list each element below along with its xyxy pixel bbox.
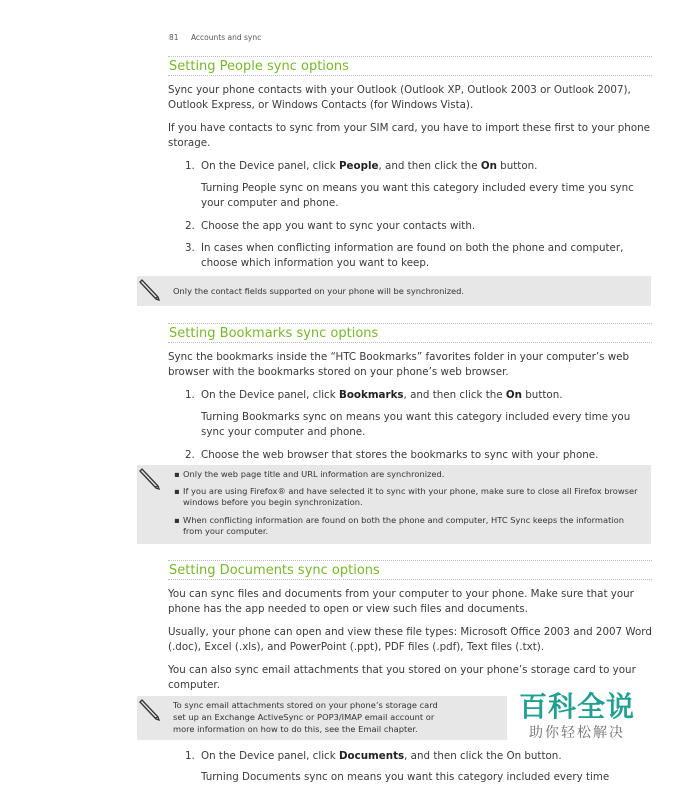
documents-step-1-detail: Turning Documents sync on means you want this category included every time — [201, 771, 610, 783]
pen-note-icon — [137, 698, 163, 724]
note-line: To sync email attachments stored on your phone’s storage card — [173, 700, 438, 710]
paragraph: You can also sync email attachments that you stored on your phone’s storage card to your computer. — [168, 664, 636, 691]
step-number: 1. — [185, 389, 195, 401]
step-text: Choose the web browser that stores the bookmarks to sync with your phone. — [201, 449, 599, 461]
documents-note-box — [137, 696, 507, 740]
people-intro — [168, 83, 652, 113]
note-bullet: ▪ Only the web page title and URL information are synchronized. — [174, 469, 445, 479]
step-text: On the Device panel, click Bookmarks, and then click the On button. — [201, 389, 563, 401]
note-line: set up an Exchange ActiveSync or POP3/IMAP email account or — [173, 712, 435, 722]
people-sim-note — [168, 121, 652, 151]
documents-intro — [168, 587, 652, 617]
people-note-box — [137, 276, 651, 306]
page-number: 81 — [169, 33, 179, 42]
chapter-title: Accounts and sync — [190, 33, 262, 42]
documents-attachments — [168, 663, 652, 693]
bookmarks-step-1-detail: Turning Bookmarks sync on means you want this category included every time you sync your computer and phone. — [201, 411, 631, 438]
step-number: 1. — [185, 160, 195, 172]
step-number: 3. — [185, 242, 195, 254]
bookmarks-section-heading — [168, 323, 652, 343]
note-bullet: ▪ When conflicting information are found on both the phone and computer, HTC Sync keeps the information from your computer. — [174, 515, 624, 536]
paragraph: If you have contacts to sync from your SIM card, you have to import these first to your phone storage. — [168, 122, 650, 149]
paragraph: Sync the bookmarks inside the “HTC Bookmarks” favorites folder in your computer’s web browser with the bookmarks stored on your phone’s web browser. — [168, 351, 630, 378]
watermark-title: 百科全说 — [518, 690, 635, 723]
step-number: 1. — [185, 750, 195, 762]
section-title: Setting People sync options — [168, 56, 652, 76]
bookmarks-note-box — [137, 465, 651, 544]
watermark-subtitle: 助你轻松解决 — [529, 725, 625, 741]
step-text: Choose the app you want to sync your contacts with. — [201, 220, 476, 232]
paragraph: You can sync files and documents from your computer to your phone. Make sure that your phone has the app needed to open or view such files and documents. — [168, 588, 634, 615]
note-text: Only the contact fields supported on your phone will be synchronized. — [173, 286, 465, 296]
watermark — [512, 690, 642, 742]
step-text: On the Device panel, click People, and then click the On button. — [201, 160, 538, 172]
section-title: Setting Documents sync options — [168, 560, 652, 580]
documents-file-types — [168, 625, 652, 655]
note-bullet: ▪ If you are using Firefox® and have selected it to sync with your phone, make sure to close all Firefox browser windows before you begin synchronization. — [174, 486, 638, 507]
pen-note-icon — [137, 467, 163, 493]
step-number: 2. — [185, 449, 195, 461]
step-text: On the Device panel, click Documents, and then click the On button. — [201, 750, 562, 762]
people-section-heading — [168, 56, 652, 76]
documents-section-heading — [168, 560, 652, 580]
step-text: In cases when conflicting information are found on both the phone and computer, choose which information you want to keep. — [201, 242, 624, 269]
paragraph: Usually, your phone can open and view these file types: Microsoft Office 2003 and 2007 Word (.doc), Excel (.xls), and PowerPoint (.ppt), PDF files (.pdf), Text files (.txt). — [168, 626, 652, 653]
bookmarks-intro — [168, 350, 652, 380]
paragraph: Sync your phone contacts with your Outlook (Outlook XP, Outlook 2003 or Outlook 2007), Outlook Express, or Windows Contacts (for Windows Vista). — [168, 84, 631, 111]
page-header — [169, 33, 261, 42]
note-line: more information on how to do this, see the Email chapter. — [173, 724, 418, 734]
pen-note-icon — [137, 278, 163, 304]
section-title: Setting Bookmarks sync options — [168, 323, 652, 343]
step-number: 2. — [185, 220, 195, 232]
people-step-1-detail: Turning People sync on means you want this category included every time you sync your computer and phone. — [201, 182, 634, 209]
